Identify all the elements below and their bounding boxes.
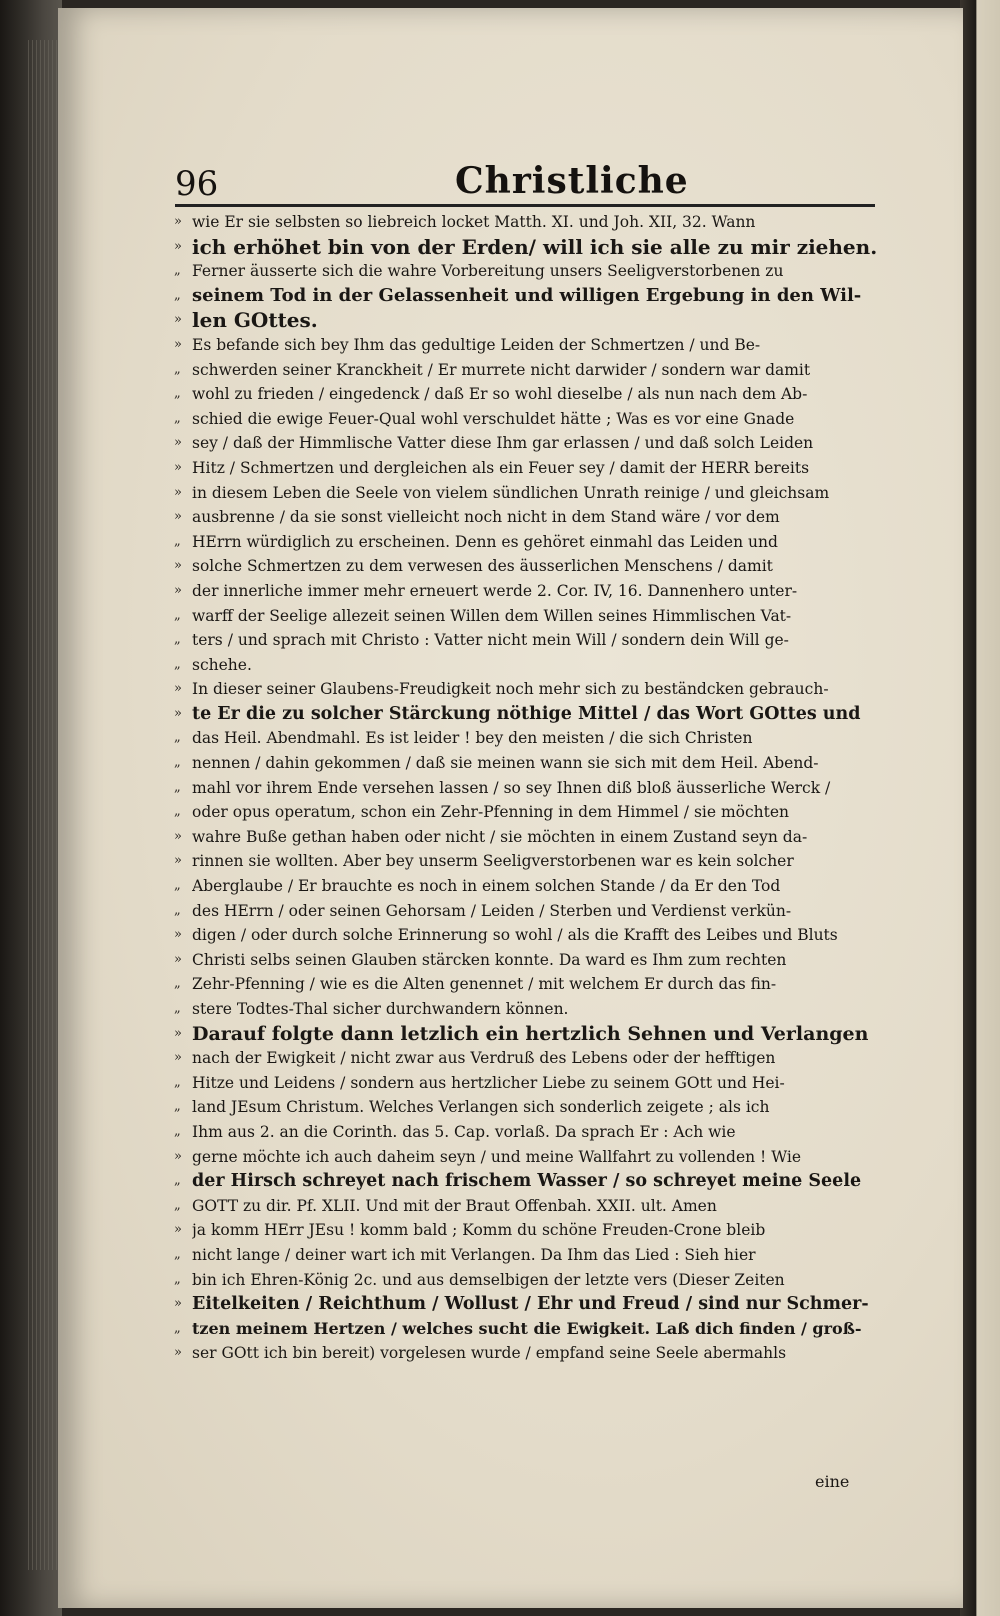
text-line (174, 751, 878, 776)
quote-mark: » (174, 828, 182, 844)
text-line (174, 284, 878, 309)
text-line (174, 702, 878, 727)
text-line (174, 1046, 878, 1071)
quote-mark: » (174, 705, 182, 721)
quote-mark: » (174, 558, 182, 574)
quote-mark: „ (174, 533, 181, 549)
quote-mark: » (174, 927, 182, 943)
text-line (174, 579, 878, 604)
text-line (174, 972, 878, 997)
text-line (174, 1218, 878, 1243)
line-text: Christi selbs seinen Glauben stärcken konnte. Da ward es Ihm zum rechten (192, 950, 787, 969)
quote-mark: » (174, 459, 182, 475)
line-text: nennen / dahin gekommen / daß sie meinen wann sie sich mit dem Heil. Abend- (192, 754, 819, 773)
line-text: ausbrenne / da sie sonst vielleicht noch nicht in dem Stand wäre / vor dem (192, 508, 780, 527)
quote-mark: „ (174, 755, 181, 771)
line-text: Eitelkeiten / Reichthum / Wollust / Ehr und Freud / sind nur Schmer- (192, 1294, 869, 1315)
running-head: Christliche (455, 160, 689, 202)
quote-mark: „ (174, 1173, 181, 1189)
text-line (174, 308, 878, 333)
line-text: ters / und sprach mit Christo : Vatter nicht mein Will / sondern dein Will ge- (192, 631, 789, 650)
text-line (174, 628, 878, 653)
quote-mark: „ (174, 1320, 181, 1336)
line-text: schehe. (192, 655, 252, 674)
line-text: ich erhöhet bin von der Erden/ will ich sie alle zu mir ziehen. (192, 234, 878, 259)
line-text: HErrn würdiglich zu erscheinen. Denn es gehöret einmahl das Leiden und (192, 532, 778, 551)
quote-mark: „ (174, 902, 181, 918)
quote-mark: » (174, 435, 182, 451)
line-text: te Er die zu solcher Stärckung nöthige Mittel / das Wort GOttes und (192, 703, 861, 724)
text-line (174, 997, 878, 1022)
line-text: len GOttes. (192, 308, 318, 333)
line-text: In dieser seiner Glaubens-Freudigkeit noch mehr sich zu beständcken gebrauch- (192, 680, 829, 699)
line-text: wahre Buße gethan haben oder nicht / sie möchten in einem Zustand seyn da- (192, 827, 808, 846)
quote-mark: „ (174, 361, 181, 377)
text-line (174, 1341, 878, 1366)
line-text: wohl zu frieden / eingedenck / daß Er so wohl dieselbe / als nun nach dem Ab- (192, 385, 808, 404)
quote-mark: » (174, 509, 182, 525)
line-text: stere Todtes-Thal sicher durchwandern können. (192, 1000, 569, 1018)
quote-mark: „ (174, 878, 181, 894)
text-line (174, 604, 878, 629)
quote-mark: „ (174, 1271, 181, 1287)
text-line (174, 1268, 878, 1293)
quote-mark: „ (174, 1074, 181, 1090)
line-text: digen / oder durch solche Erinnerung so wohl / als die Krafft des Leibes und Bluts (192, 926, 838, 945)
quote-mark: » (174, 238, 182, 254)
line-text: seinem Tod in der Gelassenheit und willigen Ergebung in den Wil- (192, 284, 862, 306)
line-text: nicht lange / deiner wart ich mit Verlangen. Da Ihm das Lied : Sieh hier (192, 1245, 756, 1264)
line-text: der innerliche immer mehr erneuert werde 2. Cor. IV, 16. Dannenhero unter- (192, 581, 798, 600)
text-line (174, 530, 878, 555)
line-text: tzen meinem Hertzen / welches sucht die Ewigkeit. Laß dich finden / groß- (192, 1318, 862, 1338)
line-text: in diesem Leben die Seele von vielem sündlichen Unrath reinige / und gleichsam (192, 483, 830, 502)
text-line (174, 776, 878, 801)
text-line (174, 1022, 878, 1047)
text-line (174, 825, 878, 850)
quote-mark: » (174, 1148, 182, 1164)
line-text: Aberglaube / Er brauchte es noch in einem solchen Stande / da Er den Tod (192, 877, 781, 896)
line-text: Es befande sich bey Ihm das gedultige Leiden der Schmertzen / und Be- (192, 335, 761, 354)
text-line (174, 382, 878, 407)
line-text: Ihm aus 2. an die Corinth. das 5. Cap. vorlaß. Da sprach Er : Ach wie (192, 1122, 736, 1141)
line-text: nach der Ewigkeit / nicht zwar aus Verdruß des Lebens oder der hefftigen (192, 1049, 776, 1068)
line-text: des HErrn / oder seinen Gehorsam / Leiden / Sterben und Verdienst verkün- (192, 901, 792, 920)
quote-mark: „ (174, 779, 181, 795)
text-line (174, 259, 878, 284)
quote-mark: » (174, 214, 182, 229)
quote-mark: » (174, 582, 182, 598)
page-stack-edges (28, 40, 58, 1570)
line-text: gerne möchte ich auch daheim seyn / und meine Wallfahrt zu vollenden ! Wie (192, 1147, 801, 1166)
text-line (174, 333, 878, 358)
header-rule (175, 204, 875, 207)
quote-mark: » (174, 951, 182, 967)
line-text: schied die ewige Feuer-Qual wohl verschuldet hätte ; Was es vor eine Gnade (192, 409, 795, 428)
text-line (174, 358, 878, 383)
quote-mark: » (174, 681, 182, 697)
quote-mark: „ (174, 730, 181, 746)
page-number: 96 (175, 164, 219, 204)
text-line (174, 210, 878, 235)
quote-mark: „ (174, 1001, 181, 1016)
text-line (174, 234, 878, 260)
quote-mark: „ (174, 386, 181, 402)
text-line (174, 431, 878, 456)
text-line (174, 1095, 878, 1120)
quote-mark: „ (174, 656, 181, 672)
quote-mark: „ (174, 287, 181, 303)
quote-mark: » (174, 1296, 182, 1312)
line-text: warff der Seelige allezeit seinen Willen dem Willen seines Himmlischen Vat- (192, 606, 792, 625)
text-line (174, 1145, 878, 1170)
quote-mark: „ (174, 1246, 181, 1262)
text-line (174, 677, 878, 702)
quote-mark: „ (174, 976, 181, 992)
quote-mark: » (174, 484, 182, 500)
line-text: Hitz / Schmertzen und dergleichen als ein Feuer sey / damit der HERR bereits (192, 458, 810, 477)
text-line (174, 948, 878, 973)
line-text: GOTT zu dir. Pf. XLII. Und mit der Braut Offenbah. XXII. ult. Amen (192, 1196, 717, 1215)
line-text: mahl vor ihrem Ende versehen lassen / so sey Ihnen diß bloß äusserliche Werck / (192, 778, 831, 797)
quote-mark: „ (174, 1099, 181, 1115)
text-line (174, 481, 878, 506)
quote-mark: „ (174, 632, 181, 648)
text-line (174, 1243, 878, 1268)
quote-mark: » (174, 1050, 182, 1066)
text-line (174, 1317, 878, 1342)
line-text: land JEsum Christum. Welches Verlangen sich sonderlich zeigete ; als ich (192, 1098, 770, 1117)
text-line (174, 1292, 878, 1317)
text-line (174, 653, 878, 678)
quote-mark: „ (174, 1197, 181, 1213)
text-line (174, 554, 878, 579)
line-text: Zehr-Pfenning / wie es die Alten genennet / mit welchem Er durch das fin- (192, 975, 777, 994)
line-text: solche Schmertzen zu dem verwesen des äusserlichen Menschens / damit (192, 557, 773, 576)
page-header (175, 158, 875, 210)
line-text: sey / daß der Himmlische Vatter diese Ihm gar erlassen / und daß solch Leiden (192, 434, 814, 453)
text-line (174, 1194, 878, 1219)
line-text: das Heil. Abendmahl. Es ist leider ! bey den meisten / die sich Christen (192, 729, 753, 748)
text-line (174, 849, 878, 874)
line-text: oder opus operatum, schon ein Zehr-Pfenning in dem Himmel / sie möchten (192, 803, 790, 822)
line-text: rinnen sie wollten. Aber bey unserm Seeligverstorbenen war es kein solcher (192, 852, 794, 871)
quote-mark: » (174, 1222, 182, 1238)
line-text: wie Er sie selbsten so liebreich locket Matth. XI. und Joh. XII, 32. Wann (192, 213, 756, 231)
text-line (174, 726, 878, 751)
quote-mark: » (174, 336, 182, 352)
adjacent-page-edge (960, 0, 1000, 1616)
text-line (174, 1169, 878, 1194)
quote-mark: „ (174, 263, 181, 279)
text-line (174, 407, 878, 432)
line-text: ja komm HErr JEsu ! komm bald ; Komm du schöne Freuden-Crone bleib (192, 1221, 766, 1240)
text-line (174, 899, 878, 924)
text-line (174, 800, 878, 825)
text-line (174, 874, 878, 899)
quote-mark: » (174, 853, 182, 869)
text-line (174, 923, 878, 948)
quote-mark: » (174, 1345, 182, 1361)
line-text: der Hirsch schreyet nach frischem Wasser / so schreyet meine Seele (192, 1171, 862, 1192)
quote-mark: „ (174, 607, 181, 623)
line-text: Ferner äusserte sich die wahre Vorbereitung unsers Seeligverstorbenen zu (192, 262, 784, 281)
line-text: Hitze und Leidens / sondern aus hertzlicher Liebe zu seinem GOtt und Hei- (192, 1073, 785, 1092)
line-text: bin ich Ehren-König 2c. und aus demselbigen der letzte vers (Dieser Zeiten (192, 1270, 785, 1289)
quote-mark: » (174, 1025, 182, 1041)
text-line (174, 505, 878, 530)
quote-mark: „ (174, 1123, 181, 1139)
text-line (174, 1071, 878, 1096)
line-text: Darauf folgte dann letzlich ein hertzlich Sehnen und Verlangen (192, 1022, 869, 1045)
line-text: schwerden seiner Kranckheit / Er murrete nicht darwider / sondern war damit (192, 360, 811, 379)
line-text: ser GOtt ich bin bereit) vorgelesen wurde / empfand seine Seele abermahls (192, 1344, 787, 1363)
quote-mark: „ (174, 804, 181, 820)
quote-mark: „ (174, 410, 181, 426)
quote-mark: » (174, 312, 182, 328)
text-line (174, 1120, 878, 1145)
catchword: eine (815, 1472, 850, 1491)
text-line (174, 456, 878, 481)
body-text (174, 210, 878, 1366)
